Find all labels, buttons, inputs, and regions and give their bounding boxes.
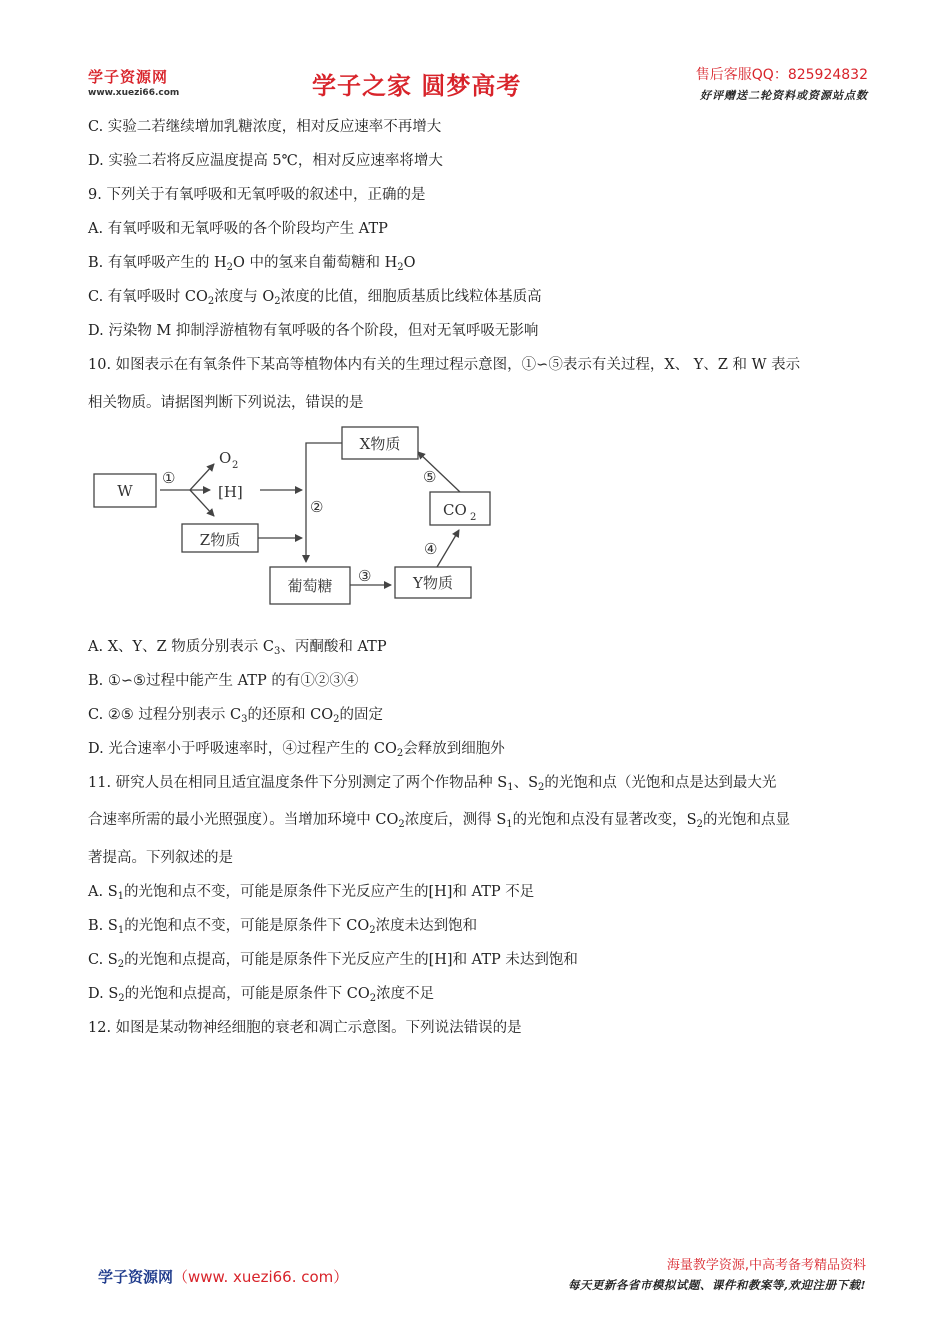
q11-stem-3: 著提高。下列叙述的是 bbox=[88, 850, 233, 866]
q10-option-c: C. ②⑤ 过程分别表示 $C_3$的还原和 $CO_2$的固定 bbox=[88, 707, 383, 725]
q11-option-c: C. $S_2$的光饱和点提高，可能是原条件下光反应产生的[H]和 ATP 未达到饱和 bbox=[88, 952, 578, 970]
label-w: W bbox=[117, 482, 133, 500]
step-4: ④ bbox=[424, 540, 438, 558]
label-co2: CO bbox=[443, 501, 467, 519]
header-slogan: 好评赠送二轮资料或资源站点数 bbox=[700, 89, 868, 102]
step-3: ③ bbox=[358, 567, 372, 585]
q11-stem-2: 合速率所需的最小光照强度）。当增加环境中 $CO_2$浓度后，测得 $S_1$的光饱和点没有显著改变，$S_2$的光饱和点显 bbox=[88, 812, 790, 830]
label-o2: O bbox=[219, 449, 232, 467]
q9-stem: 9. 下列关于有氧呼吸和无氧呼吸的叙述中，正确的是 bbox=[88, 187, 426, 203]
label-glucose: 葡萄糖 bbox=[287, 577, 333, 595]
header-title: 学子之家 圆梦高考 bbox=[312, 72, 522, 100]
q10-option-a: A. X、Y、Z 物质分别表示 $C_3$、丙酮酸和 ATP bbox=[88, 639, 387, 657]
label-x: X物质 bbox=[359, 435, 401, 453]
footer-promo-2: 每天更新各省市模拟试题、课件和教案等,欢迎注册下载! bbox=[567, 1278, 866, 1292]
step-1: ① bbox=[162, 469, 176, 487]
q9-option-b: B. 有氧呼吸产生的 $H_2O$ 中的氢来自葡萄糖和 $H_2O$ bbox=[88, 255, 416, 273]
q8-option-d: D. 实验二若将反应温度提高 5℃，相对反应速率将增大 bbox=[88, 153, 443, 169]
label-h: [H] bbox=[218, 483, 243, 501]
footer-brand-name: 学子资源网 bbox=[98, 1268, 174, 1286]
label-y: Y物质 bbox=[413, 574, 453, 592]
footer-promo bbox=[470, 1254, 866, 1293]
q12-stem: 12. 如图是某动物神经细胞的衰老和凋亡示意图。下列说法错误的是 bbox=[88, 1020, 522, 1036]
footer-url[interactable]: （www. xuezi66. com） bbox=[173, 1268, 349, 1286]
step-2: ② bbox=[310, 498, 324, 516]
q10-option-b: B. ①∽⑤过程中能产生 ATP 的有①②③④ bbox=[88, 673, 359, 689]
footer-promo-1: 海量教学资源,中高考备考精品资料 bbox=[666, 1258, 866, 1273]
logo-text: 学子资源网 bbox=[88, 68, 169, 86]
service-qq: 售后客服QQ：825924832 bbox=[695, 67, 868, 83]
q9-option-c: C. 有氧呼吸时 $CO_2$浓度与 $O_2$浓度的比值，细胞质基质比线粒体基质高 bbox=[88, 289, 542, 307]
q8-option-c: C. 实验二若继续增加乳糖浓度，相对反应速率不再增大 bbox=[88, 119, 442, 135]
q10-stem-2: 相关物质。请据图判断下列说法，错误的是 bbox=[88, 395, 364, 411]
label-co2-sub: 2 bbox=[470, 512, 477, 523]
q11-option-b: B. $S_1$的光饱和点不变，可能是原条件下 $CO_2$浓度未达到饱和 bbox=[88, 918, 478, 936]
arrow-w-z bbox=[190, 490, 214, 516]
label-o2-sub: 2 bbox=[232, 460, 239, 471]
q9-option-d: D. 污染物 M 抑制浮游植物有氧呼吸的各个阶段，但对无氧呼吸无影响 bbox=[88, 323, 539, 339]
q11-option-a: A. $S_1$的光饱和点不变，可能是原条件下光反应产生的[H]和 ATP 不足 bbox=[88, 884, 535, 902]
step-5: ⑤ bbox=[423, 468, 437, 486]
logo-url: www.xuezi66.com bbox=[88, 88, 180, 98]
q9-option-a: A. 有氧呼吸和无氧呼吸的各个阶段均产生 ATP bbox=[88, 221, 388, 237]
q11-option-d: D. $S_2$的光饱和点提高，可能是原条件下 $CO_2$浓度不足 bbox=[88, 986, 435, 1004]
q11-stem-1: 11. 研究人员在相同且适宜温度条件下分别测定了两个作物品种 $S_1$、$S_2$的光饱和点（光饱和点是达到最大光 bbox=[88, 775, 777, 793]
arrow-y-co2 bbox=[437, 530, 459, 567]
q10-option-d: D. 光合速率小于呼吸速率时，④过程产生的 $CO_2$会释放到细胞外 bbox=[88, 741, 505, 759]
q10-stem-1: 10. 如图表示在有氧条件下某高等植物体内有关的生理过程示意图，①∽⑤表示有关过程，X、 Y、Z 和 W 表示 bbox=[88, 357, 801, 373]
footer-brand bbox=[98, 1266, 348, 1287]
label-z: Z物质 bbox=[199, 531, 241, 549]
